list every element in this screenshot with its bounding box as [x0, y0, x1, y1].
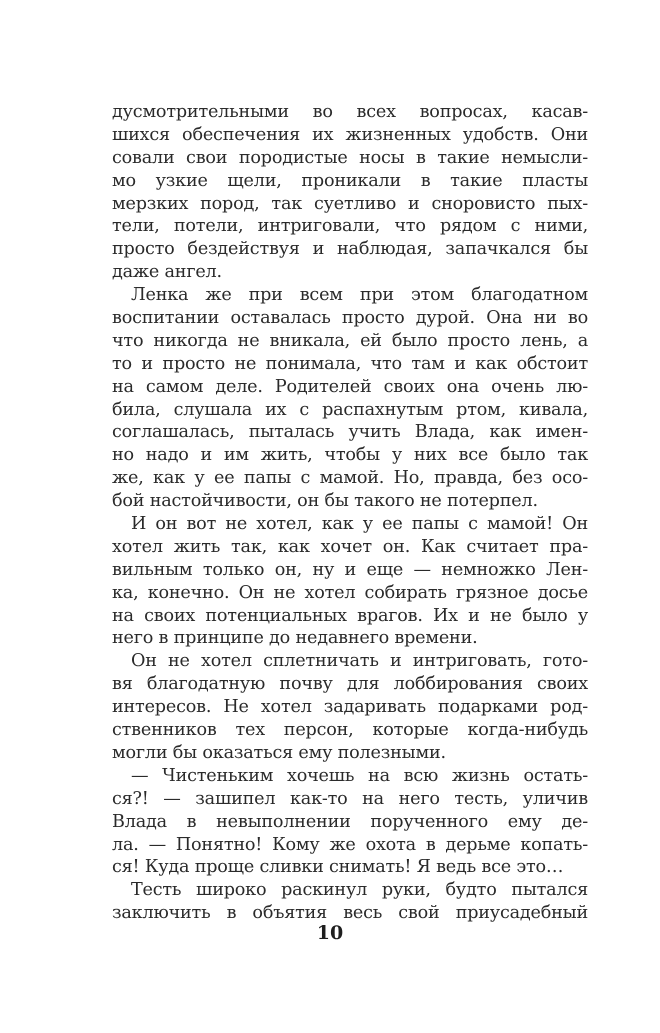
text-line: дусмотрительными во всех вопросах, касав-	[112, 102, 588, 122]
text-line: могли бы оказаться ему полезными.	[112, 742, 446, 763]
text-line: Влада в невыполнении порученного ему де-	[112, 811, 588, 832]
text-line: хотел жить так, как хочет он. Как считает пра-	[112, 536, 588, 557]
text-line: Тесть широко раскинул руки, будто пытался	[131, 880, 588, 901]
text-line: тели, потели, интриговали, что рядом с ними,	[112, 216, 588, 237]
text-line: же, как у ее папы с мамой. Но, правда, без осо-	[112, 468, 588, 489]
body-text	[112, 101, 588, 925]
text-line: бой настойчивости, он бы такого не потерпел.	[112, 491, 538, 512]
text-line: ственников тех персон, которые когда-нибудь	[112, 720, 588, 741]
text-line: вя благодатную почву для лоббирования своих	[112, 674, 588, 695]
text-line: ся?! — зашипел как-то на него тесть, уличив	[112, 788, 588, 809]
text-line: воспитании оставалась просто дурой. Она ни во	[112, 308, 588, 329]
text-line: соглашалась, пыталась учить Влада, как имен-	[112, 422, 588, 443]
text-line: Он не хотел сплетничать и интриговать, гото-	[131, 651, 588, 672]
text-line: била, слушала их с распахнутым ртом, кивала,	[112, 399, 588, 420]
text-line: на самом деле. Родителей своих она очень лю-	[112, 376, 588, 397]
text-line: даже ангел.	[112, 262, 222, 283]
text-line: ла. — Понятно! Кому же охота в дерьме копать-	[112, 834, 588, 855]
page-number: 10	[316, 922, 344, 944]
text-line: то и просто не понимала, что там и как обстоит	[112, 353, 588, 374]
text-line: Ленка же при всем при этом благодатном	[131, 285, 588, 306]
text-line: заключить в объятия весь свой приусадебный	[112, 903, 588, 924]
text-line: на своих потенциальных врагов. Их и не было у	[112, 605, 588, 626]
text-line: совали свои породистые носы в такие немысли-	[112, 147, 588, 168]
text-line: ка, конечно. Он не хотел собирать грязное досье	[112, 582, 588, 603]
text-line: — Чистеньким хочешь на всю жизнь остать-	[131, 765, 588, 786]
text-line: ся! Куда проще сливки снимать! Я ведь все это…	[112, 857, 564, 878]
text-line: просто бездействуя и наблюдая, запачкался бы	[112, 239, 588, 260]
text-line: мерзких пород, так суетливо и сноровисто пых-	[112, 193, 588, 214]
text-line: мо узкие щели, проникали в такие пласты	[112, 170, 588, 191]
text-line: шихся обеспечения их жизненных удобств. Они	[112, 124, 588, 145]
text-line: И он вот не хотел, как у ее папы с мамой! Он	[131, 514, 588, 535]
text-line: интересов. Не хотел задаривать подарками род-	[112, 697, 588, 718]
text-line: что никогда не вникала, ей было просто лень, а	[112, 330, 588, 351]
text-line: него в принципе до недавнего времени.	[112, 628, 478, 649]
text-line: вильным только он, ну и еще — немножко Лен-	[112, 559, 588, 580]
text-line: но надо и им жить, чтобы у них все было так	[112, 445, 588, 466]
